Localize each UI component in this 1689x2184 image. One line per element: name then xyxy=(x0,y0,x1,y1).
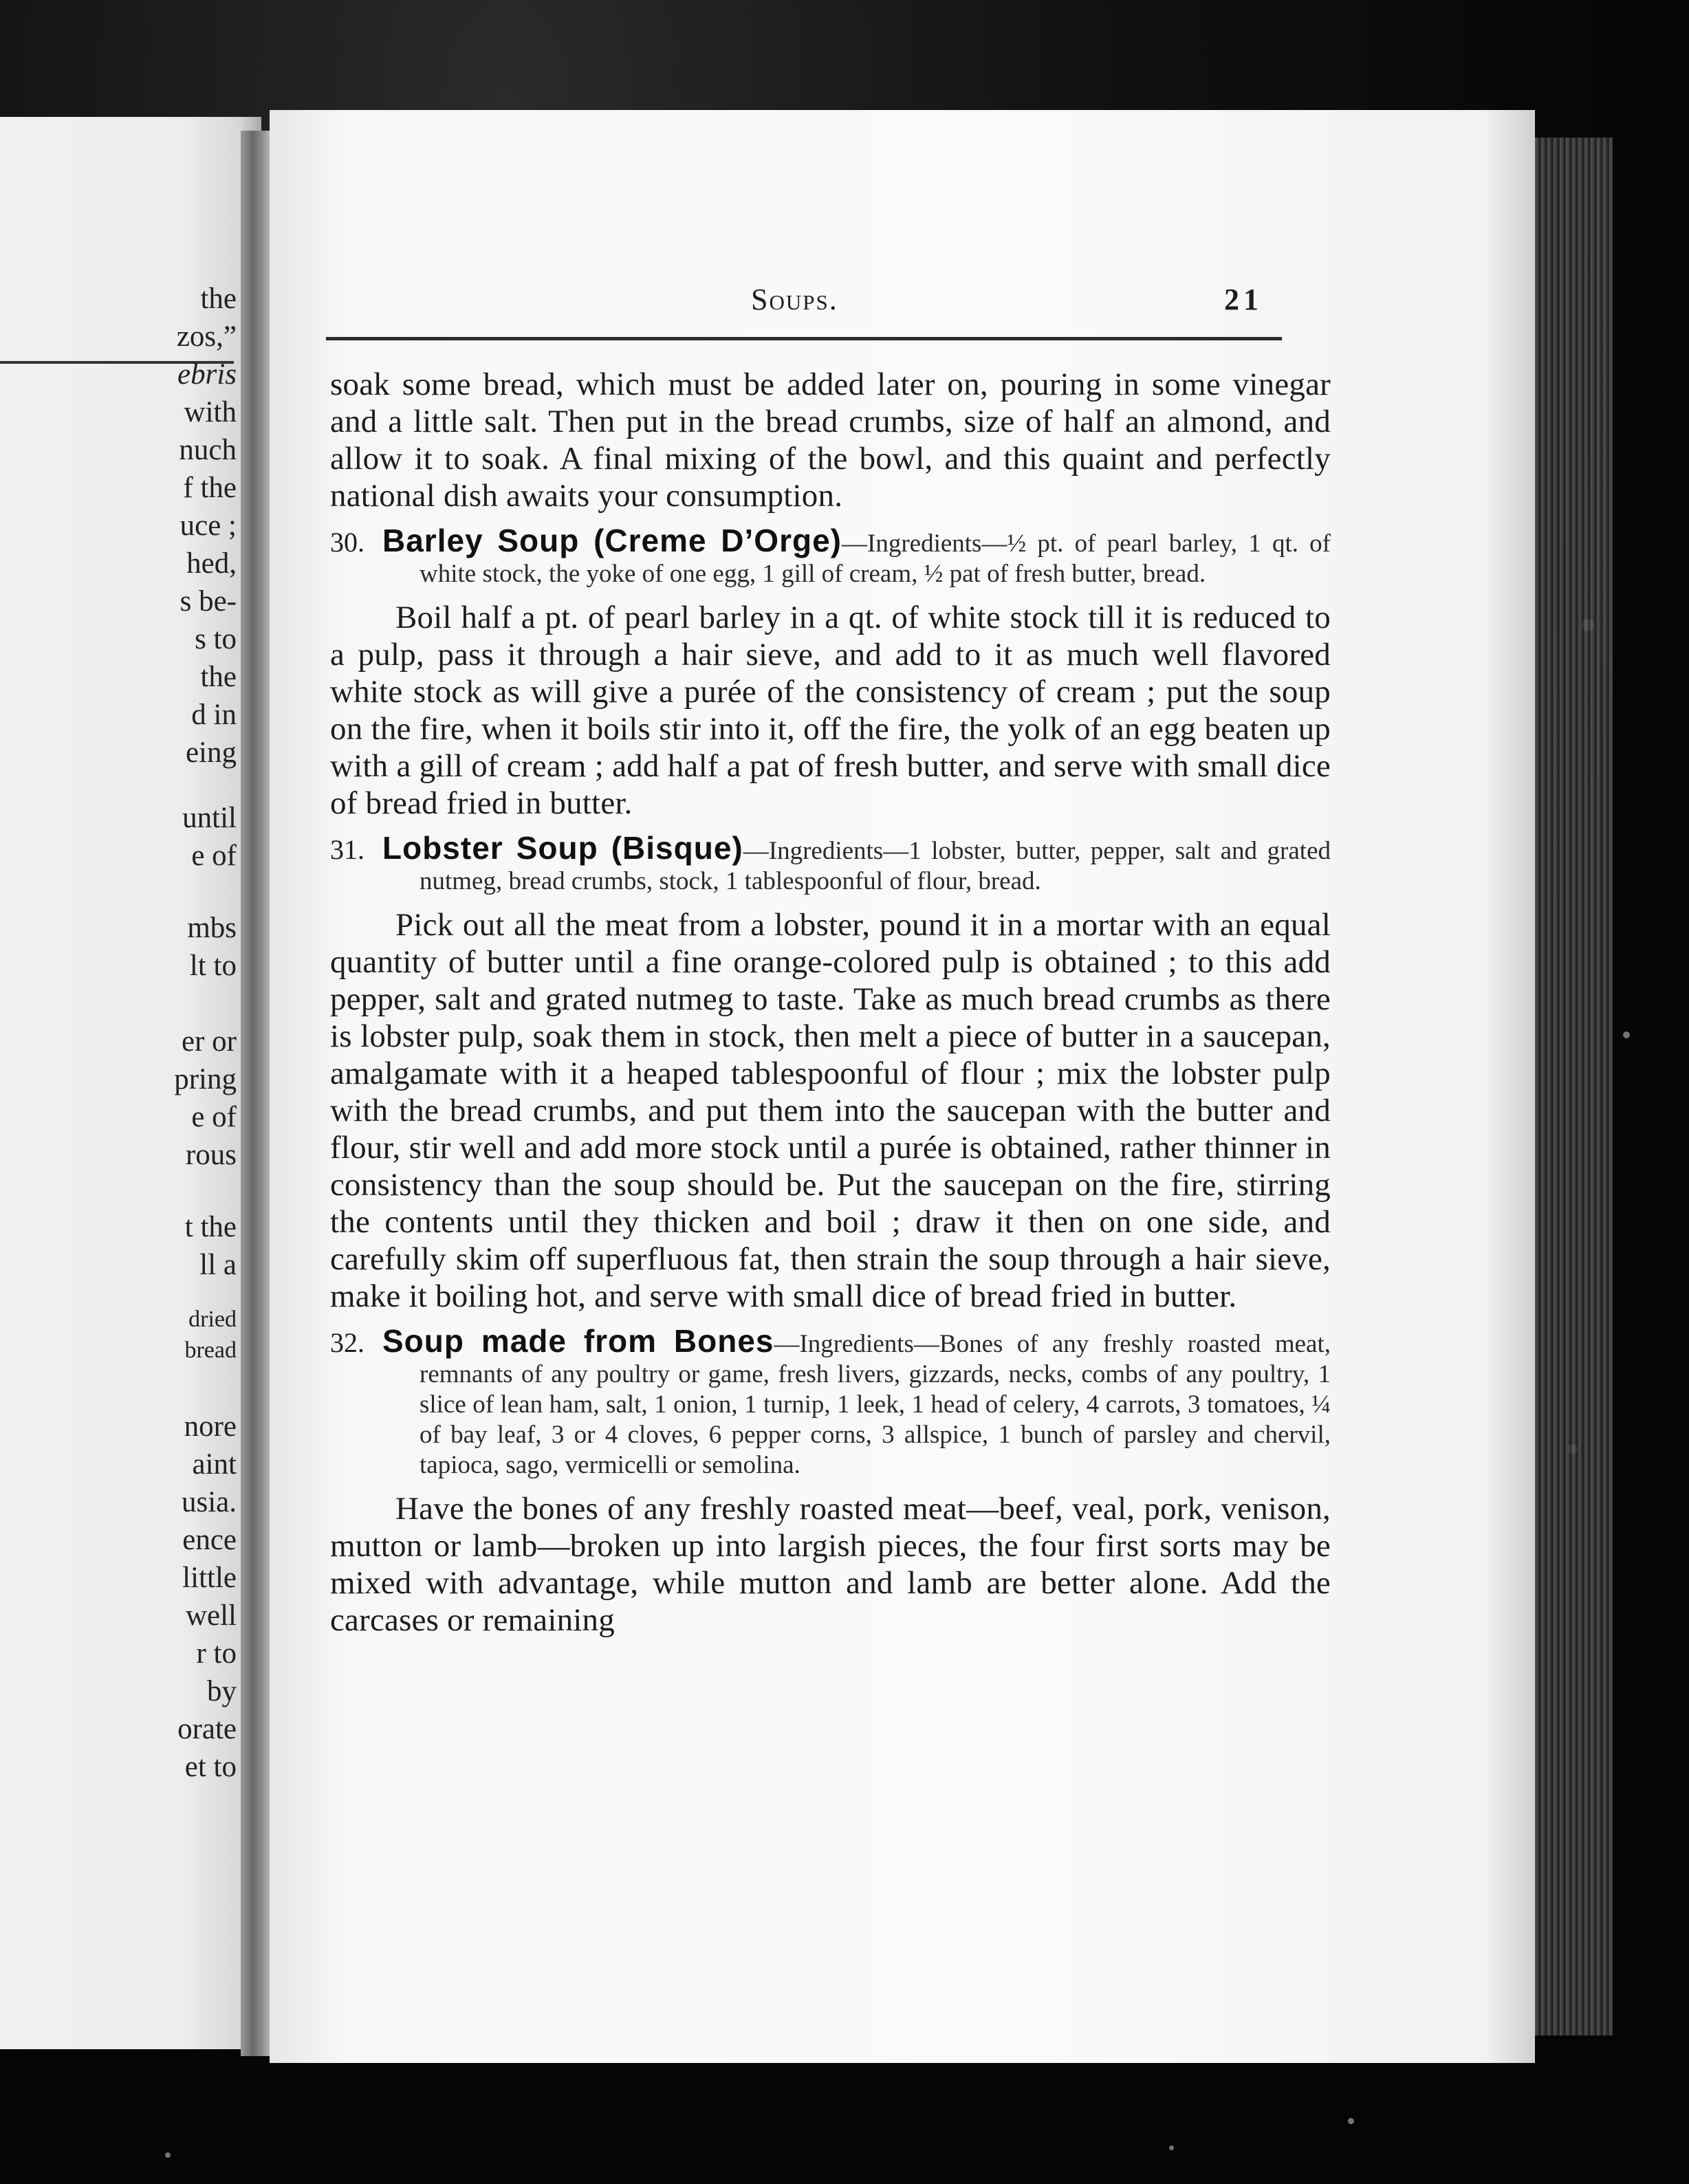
left-page-line: ebris xyxy=(177,358,237,391)
left-page-line: orate xyxy=(177,1713,237,1745)
left-page-line: the xyxy=(200,661,237,693)
left-page-line: until xyxy=(182,802,237,834)
recipe-ingredients: —Ingredients—1 lobster, butter, pepper, salt and grated nutmeg, bread crumbs, stock, 1 tablespoonful of flour, bread. xyxy=(419,837,1331,895)
left-page-line: hed, xyxy=(186,547,237,580)
book-gutter xyxy=(241,131,271,2056)
left-page-line: with xyxy=(184,396,237,428)
left-facing-page xyxy=(0,117,261,2049)
left-page-line: er or xyxy=(182,1025,237,1058)
dust-speck xyxy=(165,2152,171,2158)
running-head-title: Soups. xyxy=(751,283,838,316)
page-edges xyxy=(1530,138,1613,2035)
recipe-method: Pick out all the meat from a lobster, pound it in a mortar with an equal quantity of butter until a fine orange-colored pulp is obtained ; to this add pepper, salt and grated nutmeg to taste. Take as much bread crumbs as there is lobster pulp, soak them in stock, then melt a piece of butter in a saucepan, amalgamate with it a heaped tablespoonful of flour ; mix the lobster pulp with the bread crumbs, and put them into the saucepan with the butter and flour, stir well and add more stock until a purée is obtained, rather thinner in consistency than the soup should be. Put the saucepan on the fire, stirring the contents until they thicken and boil ; draw it then on one side, and carefully skim off superfluous fat, then strain the soup through a hair sieve, make it boiling hot, and serve with small dice of bread fried in butter. xyxy=(330,907,1331,1314)
left-page-line: f the xyxy=(183,472,237,504)
left-page-line: t the xyxy=(184,1211,237,1243)
left-page-line: e of xyxy=(191,840,237,872)
left-page-line: little xyxy=(182,1562,237,1594)
left-page-line: r to xyxy=(196,1637,237,1670)
recipe-number: 31. xyxy=(330,834,364,865)
header-rule xyxy=(326,337,1282,340)
recipe-title: Lobster Soup (Bisque) xyxy=(382,830,743,866)
left-page-line: usia. xyxy=(181,1486,237,1518)
page-number: 21 xyxy=(1224,283,1263,316)
left-page-line: eing xyxy=(185,736,237,769)
left-page-line: bread xyxy=(184,1337,237,1363)
dust-speck xyxy=(1348,2118,1354,2124)
recipe-ingredients: —Ingredients—Bones of any freshly roasted meat, remnants of any poultry or game, fresh livers, gizzards, necks, combs of any poultry, 1 slice of lean ham, salt, 1 onion, 1 turnip, 1 leek, 1 head of celery, 4 carrots, 3 tomatoes, ¼ of bay leaf, 3 or 4 cloves, 6 pepper corns, 3 allspice, 1 bunch of parsley and chervil, tapioca, sago, vermicelli or semolina. xyxy=(419,1330,1331,1479)
dust-speck xyxy=(1623,1031,1630,1038)
recipe-heading xyxy=(330,830,1331,897)
recipe-title: Soup made from Bones xyxy=(382,1323,774,1359)
left-page-line: s be- xyxy=(179,585,237,618)
dust-speck xyxy=(1169,2145,1174,2150)
book-page xyxy=(270,110,1535,2063)
left-page-line: lt to xyxy=(189,950,237,982)
recipe-heading xyxy=(330,1323,1331,1481)
recipe-method: Boil half a pt. of pearl barley in a qt. of white stock till it is reduced to a pulp, pass it through a hair sieve, and add to it as much well flavored white stock as will give a purée of the consistency of cream ; put the soup on the fire, when it boils stir into it, off the fire, the yolk of an egg beaten up with a gill of cream ; add half a pat of fresh butter, and serve with small dice of bread fried in butter. xyxy=(330,600,1331,821)
left-page-line: ll a xyxy=(199,1249,237,1281)
left-page-line: s to xyxy=(195,623,237,655)
left-page-line: e of xyxy=(191,1101,237,1133)
recipe-title: Barley Soup (Creme D’Orge) xyxy=(382,523,842,558)
left-page-line: well xyxy=(185,1599,237,1632)
left-page-line: pring xyxy=(174,1063,237,1095)
left-page-line: zos,” xyxy=(176,320,237,353)
left-page-line: by xyxy=(207,1675,237,1707)
opening-paragraph: soak some bread, which must be added later on, pouring in some vinegar and a little salt. Then put in the bread crumbs, size of half an almond, and allow it to soak. A final mixing of the bowl, and this quaint and perfectly national dish awaits your consumption. xyxy=(330,367,1331,514)
recipe-ingredients: —Ingredients—½ pt. of pearl barley, 1 qt. of white stock, the yoke of one egg, 1 gill of cream, ½ pat of fresh butter, bread. xyxy=(419,529,1331,588)
recipe-number: 30. xyxy=(330,527,364,558)
left-page-line: d in xyxy=(191,699,237,731)
left-page-line: rous xyxy=(185,1139,237,1171)
left-page-line: et to xyxy=(184,1751,237,1783)
left-page-line: mbs xyxy=(187,912,237,944)
running-head xyxy=(270,282,1535,323)
left-page-line: ence xyxy=(182,1524,237,1556)
left-page-line: nuch xyxy=(179,434,237,466)
left-page-line: nore xyxy=(184,1410,237,1443)
recipe-number: 32. xyxy=(330,1327,364,1358)
left-page-line: aint xyxy=(192,1448,237,1481)
left-page-line: uce ; xyxy=(179,510,237,542)
page-body xyxy=(330,366,1331,1639)
recipe-method: Have the bones of any freshly roasted meat—beef, veal, pork, venison, mutton or lamb—broken up into largish pieces, the four first sorts may be mixed with advantage, while mutton and lamb are better alone. Add the carcases or remaining xyxy=(330,1491,1331,1638)
left-page-line: the xyxy=(200,283,237,315)
recipe-heading xyxy=(330,525,1331,589)
left-page-line: dried xyxy=(188,1307,237,1332)
